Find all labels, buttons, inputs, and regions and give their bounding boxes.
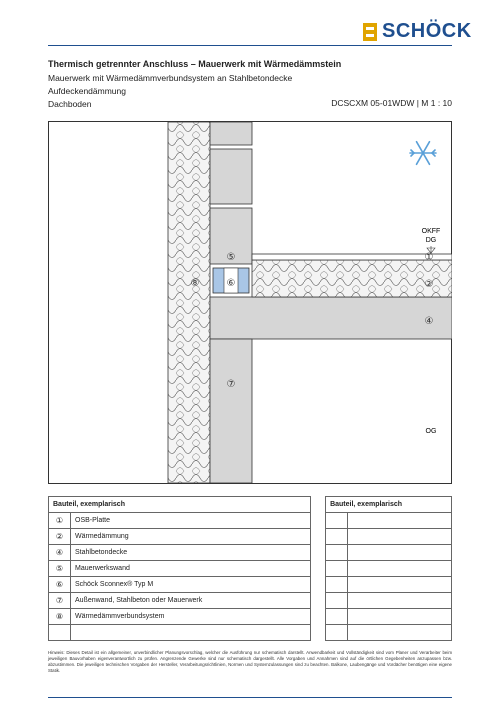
drawing-code: DCSCXM 05-01WDW | M 1 : 10 bbox=[331, 98, 452, 108]
marker-1: ① bbox=[424, 252, 434, 263]
legend-label: Wärmedämmung bbox=[71, 529, 311, 545]
schoeck-logo-icon bbox=[363, 23, 377, 41]
legend-label bbox=[71, 625, 311, 641]
masonry-block bbox=[210, 122, 252, 145]
header-divider bbox=[48, 45, 452, 46]
marker-7: ⑦ bbox=[226, 379, 236, 390]
label-okff: OKFF bbox=[421, 228, 441, 235]
disclaimer-text: Hinweis: Dieses Detail ist ein allgemeiner, unverbindlicher Planungsvorschlag, welcher die Ausführung nur schematisch darstellt. Anwendbarkeit und Vollständigkeit sind vom Planer und Verarbeiter beim jeweiligen Bauvorhaben eigenverantwortlich zu prüfen. Angrenzende Gewerke sind nur schematisch dargestellt. Alle Vorgaben und Annahmen sind auf die örtlichen Gegebenheiten anzupassen bzw. abzustimmen. Die jeweiligen technischen Vorgaben der Hersteller, Verarbeitungsrichtlinien, Normen und Systemzulassungen sind zu beachten. Balkone, Laubengänge und Vordächer benötigen eine eigene Statik. bbox=[48, 650, 452, 673]
brand-name: SCHÖCK bbox=[382, 20, 472, 42]
label-dg: DG bbox=[425, 237, 437, 244]
footer-divider bbox=[48, 697, 452, 698]
legend-label: Wärmedämmverbundsystem bbox=[71, 609, 311, 625]
subtitle-line-3: Dachboden bbox=[48, 99, 92, 109]
legend-num: ② bbox=[49, 529, 71, 545]
marker-8: ⑧ bbox=[190, 278, 200, 289]
marker-2: ② bbox=[424, 279, 434, 290]
marker-5: ⑤ bbox=[226, 252, 236, 263]
legend-label: Stahlbetondecke bbox=[71, 545, 311, 561]
legend-label: Schöck Sconnex® Typ M bbox=[71, 577, 311, 593]
legend-num: ⑦ bbox=[49, 593, 71, 609]
osb-board bbox=[252, 254, 452, 260]
label-og: OG bbox=[425, 428, 437, 435]
masonry-block bbox=[210, 149, 252, 204]
legend-num: ⑤ bbox=[49, 561, 71, 577]
legend-num: ① bbox=[49, 513, 71, 529]
legend-num: ⑧ bbox=[49, 609, 71, 625]
roof-insulation bbox=[252, 260, 452, 297]
legend-label: Außenwand, Stahlbeton oder Mauerwerk bbox=[71, 593, 311, 609]
legend-num: ④ bbox=[49, 545, 71, 561]
component-legend-table bbox=[48, 496, 452, 641]
page-title: Thermisch getrennter Anschluss – Mauerwerk mit Wärmedämmstein bbox=[48, 59, 342, 69]
legend-header-left: Bauteil, exemplarisch bbox=[49, 497, 311, 513]
marker-4: ④ bbox=[424, 316, 434, 327]
construction-detail-drawing bbox=[48, 121, 452, 484]
brand-logo bbox=[363, 20, 472, 43]
exterior-wall bbox=[210, 339, 252, 483]
legend-num bbox=[49, 625, 71, 641]
legend-header-right: Bauteil, exemplarisch bbox=[326, 497, 452, 513]
legend-num: ⑥ bbox=[49, 577, 71, 593]
subtitle-line-2: Aufdeckendämmung bbox=[48, 86, 126, 96]
marker-6: ⑥ bbox=[226, 278, 236, 289]
legend-label: Mauerwerkswand bbox=[71, 561, 311, 577]
legend-label: OSB-Platte bbox=[71, 513, 311, 529]
subtitle-line-1: Mauerwerk mit Wärmedämmverbundsystem an Stahlbetondecke bbox=[48, 73, 293, 83]
concrete-slab bbox=[210, 297, 452, 339]
wdvs-insulation bbox=[168, 122, 210, 483]
